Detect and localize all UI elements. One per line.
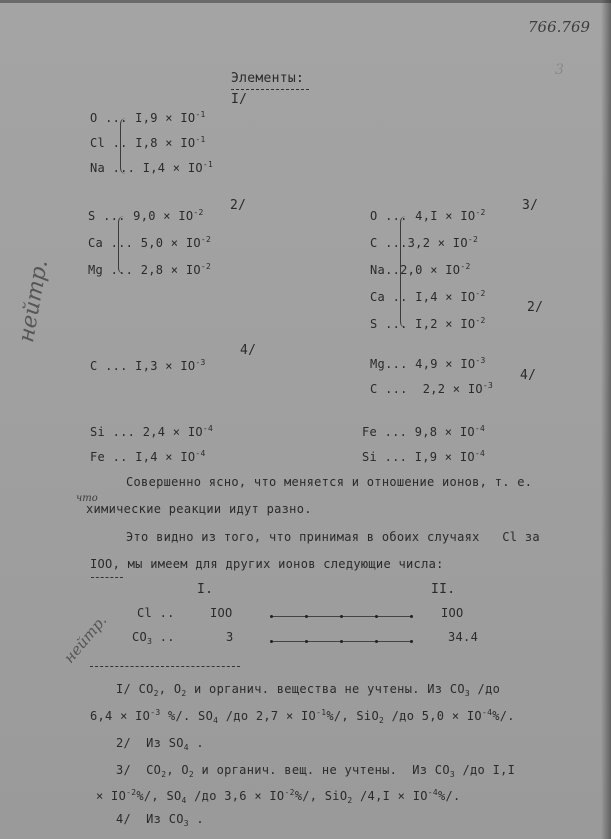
list-item: Fe ... $9,8 \times IO^{-4}$	[362, 424, 486, 439]
list-item: Mg ... $2,8 \times IO^{-2}$	[88, 262, 212, 277]
group3-label: 3/	[522, 198, 539, 213]
list-item: $Na..2,0 \times IO^{-2}$	[370, 262, 471, 277]
list-item: Ca ... $5,0 \times IO^{-2}$	[88, 235, 212, 250]
table-cell-v2: 34.4	[448, 630, 479, 644]
bracket-mark	[120, 118, 127, 174]
group2-label: 2/	[230, 198, 247, 213]
bracket-mark	[118, 216, 125, 274]
title-underline	[231, 89, 309, 90]
leader-dot	[305, 615, 308, 618]
column-header-i: I.	[197, 582, 214, 597]
list-item: Si ... $I,9 \times IO^{-4}$	[362, 449, 486, 464]
table-row-ion: $CO_3$ ..	[132, 630, 175, 646]
list-item: S ... $9,0 \times IO^{-2}$	[88, 208, 204, 223]
scan-edge	[0, 0, 611, 3]
list-item: C $...3,2 \times IO^{-2}$	[370, 235, 479, 250]
separator	[90, 666, 240, 667]
list-item: Fe .. $I,4 \times IO^{-4}$	[90, 449, 206, 464]
leader-dot	[340, 615, 343, 618]
group4-right-label: 4/	[520, 368, 537, 383]
table-cell-v2: IOO	[441, 606, 464, 620]
leader-dot	[305, 640, 308, 643]
paragraph2-line2: IOO, мы имеем для других ионов следующие числа:	[90, 557, 444, 571]
list-item: Na ... $I,4 \times IO^{-1}$	[90, 160, 214, 175]
list-item: S ... $I,2 \times IO^{-2}$	[370, 316, 486, 331]
footnote-3: 3/ $CO_2$, $O_2$ и органич. вещ. не учтены. Из $CO_3$ /до I,I	[116, 763, 516, 779]
list-item: Cl .. $I,8 \times IO^{-1}$	[90, 135, 206, 150]
leader-dot	[375, 640, 378, 643]
group4-left-label: 4/	[240, 343, 257, 358]
group3-sub-label: 2/	[527, 300, 544, 315]
footnote-1: I/ $CO_2$, $O_2$ и органич. вещества не учтены. Из $CO_3$ /до	[116, 682, 501, 698]
archive-number: 766.769	[528, 18, 591, 36]
leader-dot	[375, 615, 378, 618]
leader-dot	[340, 640, 343, 643]
list-item: O ... $I,9 \times IO^{-1}$	[90, 110, 206, 125]
separator	[91, 577, 123, 578]
leader-dot	[270, 615, 273, 618]
handwritten-insert: что	[76, 493, 98, 504]
footnote-2: 2/ Из $SO_4$ .	[116, 736, 204, 752]
paragraph1-line2: химические реакции идут разно.	[86, 502, 312, 516]
page-title: Элементы:	[231, 71, 305, 86]
table-row-ion: Cl ..	[137, 606, 175, 620]
footnote-3-cont: × $IO^{-2}\%/$, $SO_4$ /до $3,6 \times IO^{-2}\%/$, SiO$_2$ $/4,I \times IO^{-4}\%/$.	[96, 788, 461, 805]
margin-note: нейтр.	[14, 257, 54, 345]
table-cell-v1: 3	[226, 630, 234, 644]
leader-dot	[410, 615, 413, 618]
corner-mark: 3	[555, 62, 564, 78]
paragraph1-line1: Совершенно ясно, что меняется и отношение ионов, т. е.	[126, 475, 533, 489]
list-item: O ... $4,I \times IO^{-2}$	[370, 208, 486, 223]
list-item: Ca .. $I,4 \times IO^{-2}$	[370, 289, 486, 304]
leader-dot	[270, 640, 273, 643]
list-item: Si ... $2,4 \times IO^{-4}$	[90, 424, 214, 439]
list-item: Mg... $4,9 \times IO^{-3}$	[370, 356, 486, 371]
footnote-4: 4/ Из $CO_3$ .	[116, 812, 204, 828]
column-header-ii: II.	[431, 582, 456, 597]
bracket-mark	[400, 216, 407, 328]
table-cell-v1: IOO	[210, 606, 233, 620]
margin-note: нейтр.	[60, 611, 111, 667]
leader-dot	[410, 640, 413, 643]
footnote-1-cont: $6,4 \times IO^{-3}$ %/. $SO_4$ /до $2,7 \times IO^{-1}\%/$, SiO$_2$ /до $5,0 \times IO^{-4}\%/$.	[90, 708, 515, 725]
list-item: C ... $2,2 \times IO^{-3}$	[370, 381, 494, 396]
paragraph2-line1: Это видно из того, что принимая в обоих случаях Cl за	[126, 530, 540, 544]
group1-label: I/	[231, 92, 248, 107]
list-item: C ... $I,3 \times IO^{-3}$	[90, 358, 206, 373]
